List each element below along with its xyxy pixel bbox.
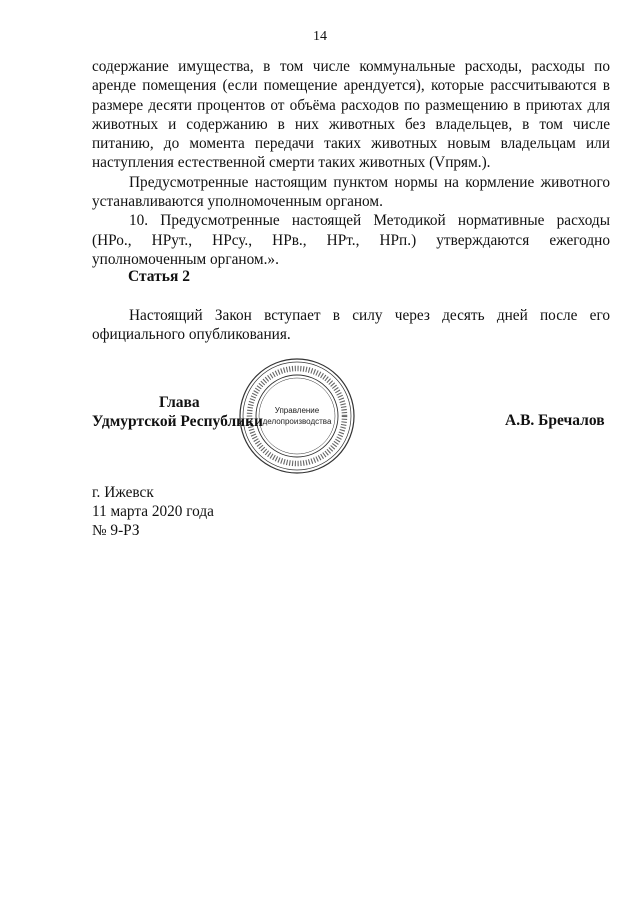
article-text: Настоящий Закон вступает в силу через десять дней после его официального опубликования.: [92, 307, 610, 344]
article-body: [92, 306, 610, 345]
seal-text-line1: Управление: [274, 406, 320, 415]
page-number: 14: [313, 29, 327, 44]
signature-title-line2: Удмуртской Республики: [92, 413, 263, 430]
place-date-number: [92, 483, 214, 540]
date: 11 марта 2020 года: [92, 503, 214, 520]
paragraph-continuation: содержание имущества, в том числе коммунальные расходы, расходы по аренде помещения (если помещение арендуется), которые рассчитываются в размере десяти процентов от объёма расходов по размещению в приютах для животных и содержанию в них животных без владельцев, в том числе питанию, до момента передачи таких животных новым владельцам или наступления естественной смерти таких животных (Vпрям.).: [92, 58, 610, 172]
paragraph-feeding-norms: Предусмотренные настоящим пунктом нормы на кормление животного устанавливаются уполномоченным органом.: [92, 173, 610, 211]
paragraph-item-10: 10. Предусмотренные настоящей Методикой нормативные расходы (НРо., НРут., НРсу., НРв., НРт., НРп.) утверждаются ежегодно уполномоченным органом.».: [92, 212, 610, 268]
body-text-block: [92, 57, 610, 269]
signatory-name: А.В. Бречалов: [505, 412, 605, 429]
seal-text-line2: делопроизводства: [262, 417, 332, 426]
city: г. Ижевск: [92, 484, 154, 501]
signature-title-line1: Глава: [159, 394, 200, 411]
article-heading: Статья 2: [128, 268, 190, 285]
law-number: № 9-РЗ: [92, 522, 140, 539]
